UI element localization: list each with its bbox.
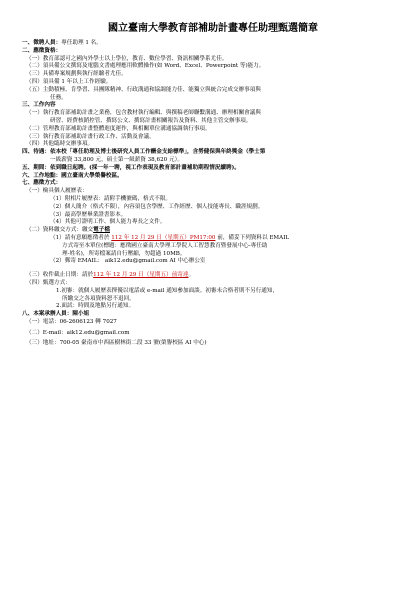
submission-format: 電子檔 <box>93 227 110 234</box>
list-item: （二）管理教育部補助計畫整體進度運作，與相關單位溝通協調執行事項。 <box>26 125 211 132</box>
list-item: （四）其他臨時交辦事項。 <box>26 141 94 148</box>
section-salary-continued: 一級薪資 33,800 元，碩士第一級薪資 38,620 元）。 <box>50 156 183 163</box>
list-item <box>22 227 404 235</box>
section-heading: 一、徵聘人員： <box>22 40 62 46</box>
sub-item-continued: 所繳交之各項資料恕不退回。 <box>62 295 135 302</box>
list-item: （一）教育部認可之國內外學士以上學位，教育、數位學習、資訊相關學系尤佳。 <box>26 55 228 62</box>
deadline-date: 112 年 12 月 29 日（星期五）前寄達 <box>93 272 189 279</box>
list-item-continued: 任務。 <box>50 94 67 101</box>
section-text: 專任助理 1 名。 <box>61 40 102 46</box>
section-heading: 七、應徵方式： <box>22 180 62 187</box>
sub-item: （4）其他可證明工作、個人能力專長之文件。 <box>50 219 166 226</box>
sub-item-continued: 理-姓名)，所寄檔案請自行壓縮，勿超過 10MB。 <box>62 250 186 257</box>
sub-item: 2.面試：時間及地點另行通知。 <box>56 303 135 310</box>
section-period: 五、期間：依到職日起聘。(採一年一聘，視工作表現及教育部計畫補助期程情況續聘)。 <box>22 164 240 171</box>
section-contact: 八、本案承辦人員：陳小姐 <box>22 311 90 318</box>
contact-address: （三）地址：700-05 臺南市中西區樹林街二段 33 號(榮譽校區 AI 中心) <box>26 340 207 347</box>
contact-phone: （一）電話：06-2606123 轉 7027 <box>26 318 117 325</box>
list-item: （二）須具備公文撰寫及電腦文書處理應用軟體操作(如 Word、Excel、Powerpoint 等)能力。 <box>26 63 265 70</box>
sub-item: （3）最高學歷畢業證書影本。 <box>50 211 127 218</box>
list-item: （一）檢具個人履歷表： <box>26 188 88 195</box>
sub-item <box>22 235 404 243</box>
list-item: （三）具備專案規劃與執行經驗者尤佳。 <box>26 71 127 78</box>
sub-item-text: （1）請有意願應徵者於 <box>50 234 112 241</box>
section-heading: 二、應徵資格： <box>22 47 62 54</box>
list-item: （一）執行教育部補助計畫之業務，包含教材執行編輯、與撰稿老師聯繫溝通、辦理相關會議與 <box>26 110 261 117</box>
list-item <box>22 272 404 280</box>
list-item-text: （三）收件截止日期：請於 <box>26 272 94 279</box>
document-page <box>22 22 404 348</box>
deadline-date: 112 年 12 月 29 日（星期五）PM17:00 <box>111 234 216 241</box>
sub-item: （2）個人簡介（格式不限），內容須包含學歷、工作經歷、個人技能專長、職涯規劃。 <box>50 203 264 210</box>
submission-label: （二）資料繳交方式：繳交 <box>26 227 94 234</box>
sub-item-continued: 方式寄至本單位(標題：應徵國立臺南大學理工學院人工智慧教育暨發展中心-專任助 <box>62 242 268 249</box>
sub-item: （2）郵寄 EMAIL： aik12.edu@gmail.com AI 中心辦公室 <box>50 258 206 265</box>
list-item-text: 。 <box>188 272 195 279</box>
list-item: （五）主動積極、肯學習、具團隊精神、行政溝通和協調能力佳、能獨立與統合完成交辦事項與 <box>26 86 261 93</box>
list-item: （四）須具備 1 年以上工作經驗。 <box>26 78 112 85</box>
list-item: （三）執行教育部補助計畫行政工作、活動及會議。 <box>26 133 155 140</box>
sub-item: 1.初審：就個人履歷表擇優以電話或 e-mail 通知參加面談。初審未合格者則不另行通知， <box>56 287 279 294</box>
sub-item: （1）附相片履歷表：請附手機號碼，格式不限。 <box>50 195 172 202</box>
section-heading: 三、工作內容 <box>22 102 56 109</box>
contact-email: （二）E-mail：aik12.edu@gmail.com <box>26 329 130 336</box>
section-salary: 四、待遇：依本校「專任助理及博士後研究人員工作酬金支給標準」，含勞健保與年終獎金（學士第 <box>22 149 266 156</box>
list-item-continued: 研習、經費核銷控管、撰寫公文、撰寫計畫相關報告及資料、其他主管交辦事項。 <box>50 117 252 124</box>
sub-item-text: 前，備妥下列資料以 EMAIL <box>215 234 290 241</box>
document-title: 國立臺南大學教育部補助計畫專任助理甄選簡章 <box>108 23 318 34</box>
section-location: 六、工作地點：國立臺南大學榮譽校區。 <box>22 172 123 179</box>
section-position <box>22 40 404 48</box>
list-item: （四）甄選方式： <box>26 279 71 286</box>
